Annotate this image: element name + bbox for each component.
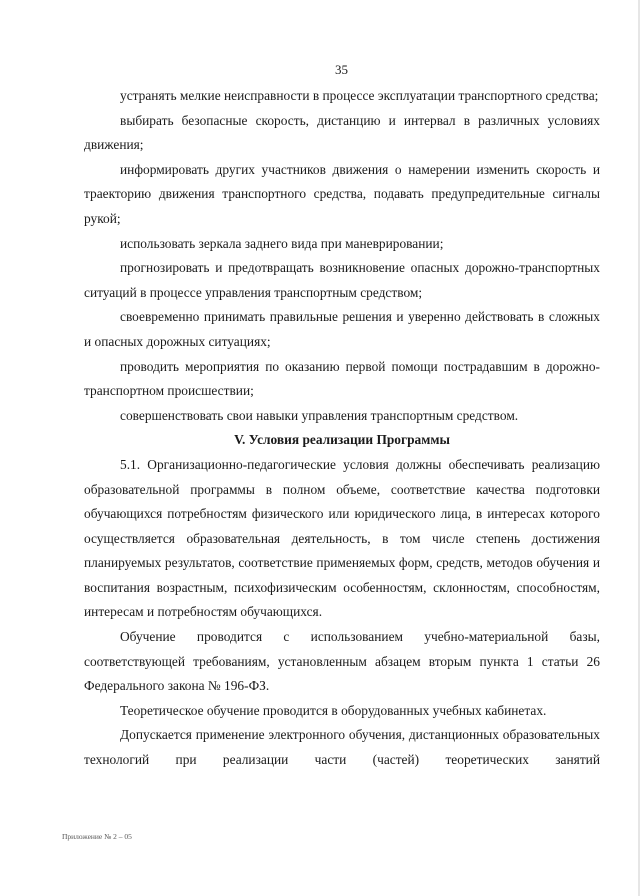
- paragraph: информировать других участников движения о намерении изменить скорость и траекторию движения транспортного средства, подавать предупредительные сигналы рукой;: [84, 161, 600, 226]
- page-number: 35: [335, 62, 348, 77]
- section-heading: V. Условия реализации Программы: [234, 432, 450, 448]
- paragraph: проводить мероприятия по оказанию первой помощи пострадавшим в дорожно-транспортном происшествии;: [84, 358, 600, 399]
- paragraph: прогнозировать и предотвращать возникновение опасных дорожно-транспортных ситуаций в процессе управления транспортным средством;: [84, 260, 600, 300]
- paragraph: совершенствовать свои навыки управления транспортным средством.: [120, 407, 519, 423]
- paragraph: Обучение проводится с использованием учебно-материальной базы, соответствующей требованиям, установленным абзацем вторым пункта 1 статьи 26 Федерального закона № 196-ФЗ.: [84, 629, 600, 694]
- paragraph: выбирать безопасные скорость, дистанцию и интервал в различных условиях движения;: [84, 112, 600, 153]
- page-footer: Приложение № 2 – 05: [62, 832, 132, 841]
- paragraph: Теоретическое обучение проводится в оборудованных учебных кабинетах.: [120, 702, 547, 718]
- page-body: [84, 84, 600, 773]
- paragraph: использовать зеркала заднего вида при маневрировании;: [120, 235, 444, 251]
- paragraph: Допускается применение электронного обучения, дистанционных образовательных технологий при реализации части (частей) теоретических занятий: [84, 727, 600, 768]
- paragraph: 5.1. Организационно-педагогические условия должны обеспечивать реализацию образовательной программы в полном объеме, соответствие качества подготовки обучающихся потребностям физического или юридического лица, в интересах которого осуществляется образовательная деятельность, в том числе степень достижения планируемых результатов, соответствие применяемых форм, средств, методов обучения и воспитания возрастным, психофизическим особенностям, склонностям, способностям, интересам и потребностям обучающихся.: [84, 456, 600, 620]
- paragraph: устранять мелкие неисправности в процессе эксплуатации транспортного средства;: [120, 88, 599, 103]
- paragraph: своевременно принимать правильные решения и уверенно действовать в сложных и опасных дорожных ситуациях;: [84, 309, 600, 349]
